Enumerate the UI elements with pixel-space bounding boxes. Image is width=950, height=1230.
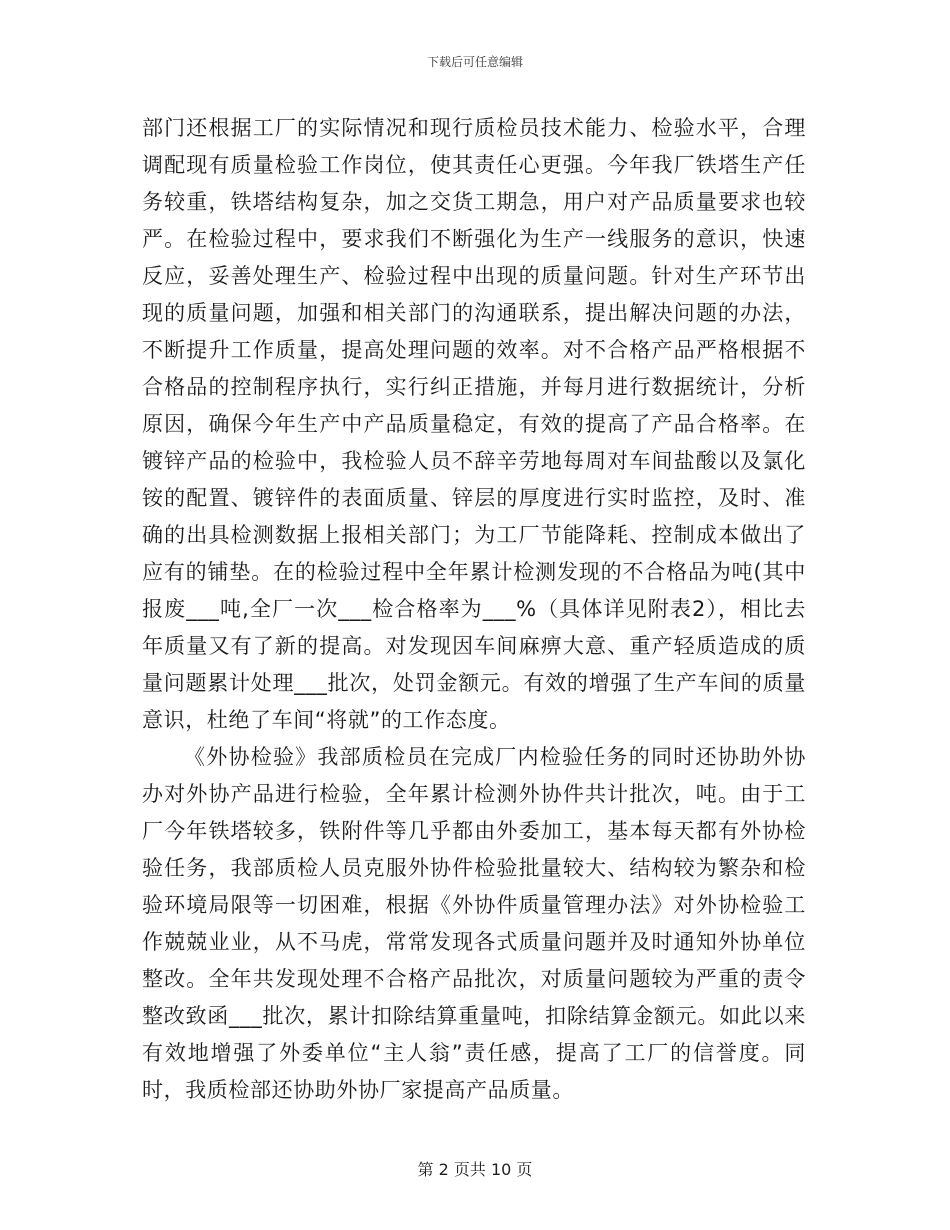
text-line: 验任务，我部质检人员克服外协件检验批量较大、结构较为繁杂和检 <box>142 856 806 880</box>
text-line: 作兢兢业业，从不马虎，常常发现各式质量问题并及时通知外协单位 <box>142 930 806 954</box>
text-line: 时，我质检部还协助外协厂家提高产品质量。 <box>142 1078 574 1102</box>
page-number: 第 2 页共 10 页 <box>417 1160 533 1179</box>
paragraph-start-line: 《外协检验》我部质检员在完成厂内检验任务的同时还协助外协 <box>184 745 806 769</box>
text-line: 有效地增强了外委单位“主人翁”责任感，提高了工厂的信誉度。同 <box>142 1041 806 1065</box>
text-line: 验环境局限等一切困难，根据《外协件质量管理办法》对外协检验工 <box>142 893 806 917</box>
text-line: 现的质量问题，加强和相关部门的沟通联系，提出解决问题的办法， <box>142 301 806 325</box>
body-text <box>142 110 806 1109</box>
text-line: 报废___吨,全厂一次___检合格率为___%（具体详见附表2），相比去 <box>142 597 806 621</box>
text-line: 铵的配置、镀锌件的表面质量、锌层的厚度进行实时监控，及时、准 <box>142 486 806 510</box>
text-line: 应有的铺垫。在的检验过程中全年累计检测发现的不合格品为吨(其中 <box>142 560 806 584</box>
text-line: 确的出具检测数据上报相关部门；为工厂节能降耗、控制成本做出了 <box>142 523 806 547</box>
text-line: 反应，妥善处理生产、检验过程中出现的质量问题。针对生产环节出 <box>142 264 806 288</box>
text-line: 不断提升工作质量，提高处理问题的效率。对不合格产品严格根据不 <box>142 338 806 362</box>
text-line: 量问题累计处理___批次，处罚金额元。有效的增强了生产车间的质量 <box>142 671 806 695</box>
text-line: 年质量又有了新的提高。对发现因车间麻痹大意、重产轻质造成的质 <box>142 634 806 658</box>
text-line: 原因，确保今年生产中产品质量稳定，有效的提高了产品合格率。在 <box>142 412 806 436</box>
text-line: 意识，杜绝了车间“将就”的工作态度。 <box>142 708 511 732</box>
text-line: 办对外协产品进行检验，全年累计检测外协件共计批次，吨。由于工 <box>142 782 806 806</box>
text-line: 整改。全年共发现处理不合格产品批次，对质量问题较为严重的责令 <box>142 967 806 991</box>
text-line: 镀锌产品的检验中，我检验人员不辞辛劳地每周对车间盐酸以及氯化 <box>142 449 806 473</box>
text-line: 合格品的控制程序执行，实行纠正措施，并每月进行数据统计，分析 <box>142 375 806 399</box>
text-line: 部门还根据工厂的实际情况和现行质检员技术能力、检验水平，合理 <box>142 116 806 140</box>
text-line: 厂今年铁塔较多，铁附件等几乎都由外委加工，基本每天都有外协检 <box>142 819 806 843</box>
text-line: 务较重，铁塔结构复杂，加之交货工期急，用户对产品质量要求也较 <box>142 190 806 214</box>
text-line: 严。在检验过程中，要求我们不断强化为生产一线服务的意识，快速 <box>142 227 806 251</box>
text-line: 整改致函___批次，累计扣除结算重量吨，扣除结算金额元。如此以来 <box>142 1004 806 1028</box>
page-header: 下载后可任意编辑 <box>426 55 523 69</box>
text-line: 调配现有质量检验工作岗位，使其责任心更强。今年我厂铁塔生产任 <box>142 153 806 177</box>
